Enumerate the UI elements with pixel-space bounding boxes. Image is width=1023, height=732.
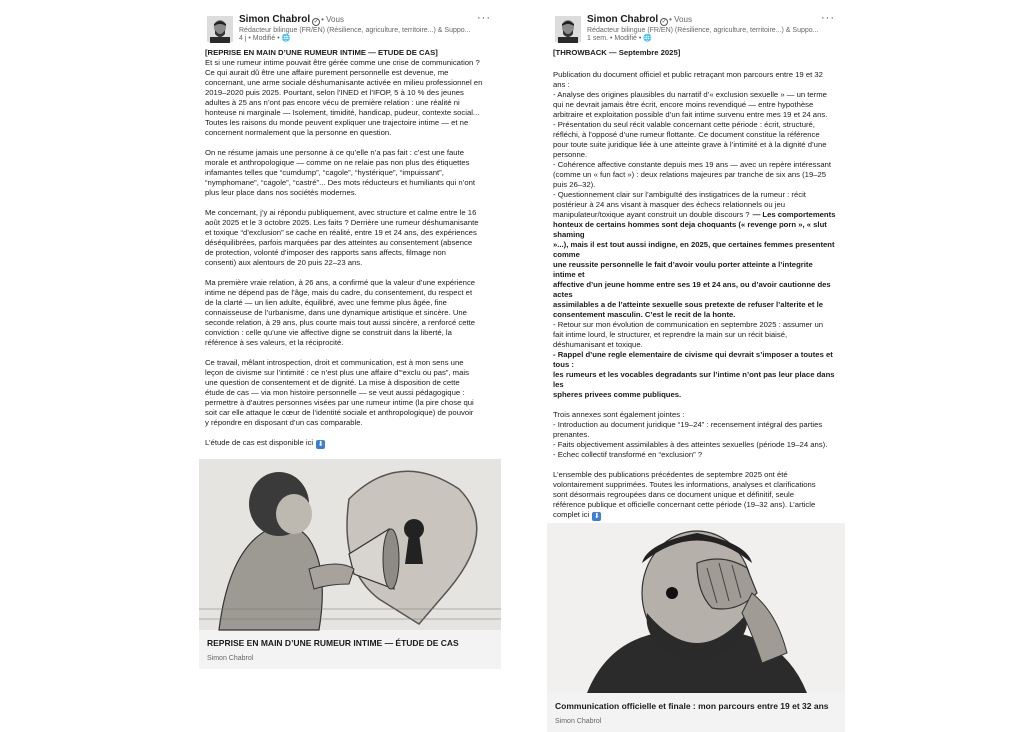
paragraph <box>205 148 493 198</box>
text-line: déséquilibrées, parfois marquées par des atteintes au consentement (absence <box>205 238 473 247</box>
card-title[interactable]: Communication officielle et finale : mon parcours entre 19 et 32 ans <box>555 701 829 711</box>
post-tag: [REPRISE EN MAIN D’UNE RUMEUR INTIME — ETUDE DE CAS] <box>205 48 438 57</box>
text-line: Toutes les raisons du monde peuvent expliquer une trajectoire intime — et ne <box>205 118 469 127</box>
down-arrow-emoji-icon: ⬇ <box>593 513 600 520</box>
text-line: On ne résume jamais une personne à ce qu’elle n’a pas fait : c’est une faute <box>205 148 464 157</box>
text-line: postérieur à 24 ans visant à masquer des échecs relationnels ou jeu <box>553 200 786 209</box>
card-image-face-hand[interactable] <box>547 523 845 693</box>
text-line: de protection, volonté d’imposer des rapports sans affects, filmage non <box>205 248 446 257</box>
author-name[interactable]: Simon Chabrol <box>239 14 311 25</box>
paragraph <box>553 410 837 460</box>
card-source: Simon Chabrol <box>555 718 602 725</box>
text-line: et toxique “d’exclusion” se cache en réalité, entre 19 et 24 ans, des expériences <box>205 228 477 237</box>
text-line: - Analyse des origines plausibles du narratif d’« exclusion sexuelle » — un terme <box>553 90 827 99</box>
paragraph <box>205 358 493 428</box>
text-line: soit car elle attaque le cœur de l’identité sociale et anthropologique) de pouvoir <box>205 408 474 417</box>
text-line: adultes à 25 ans n’ont pas encore vécu de première relation : une réalité ni <box>205 98 460 107</box>
text-line: intime ne dépend pas de l’âge, mais du cadre, du consentement, du respect et <box>205 288 473 297</box>
text-line: arbitraire et exploitation possible d’un fait intime survenu entre mes 19 et 24 ans. <box>553 110 828 119</box>
text-line: concernant, une arme sociale déshumanisante activée en milieu professionnel en <box>205 78 483 87</box>
text-line: Et si une rumeur intime pouvait être gérée comme une crise de communication ? <box>205 58 480 67</box>
post-left <box>199 0 501 669</box>
author-line <box>239 14 344 26</box>
globe-icon: 🌐 <box>643 35 652 42</box>
text-line: complet ici <box>553 510 590 519</box>
paragraph <box>553 70 837 220</box>
author-name[interactable]: Simon Chabrol <box>587 14 659 25</box>
text-line: étude de cas — via mon histoire personnelle — se veut aussi pédagogique : <box>205 388 465 397</box>
paragraph <box>205 48 493 138</box>
more-options-icon[interactable]: ··· <box>477 12 491 24</box>
text-line: infamantes telles que “cumdump”, “cagole”, “hystérique”, “impuissant”, <box>205 168 444 177</box>
closing-text: L’étude de cas est disponible ici <box>205 438 314 447</box>
post-text <box>547 44 845 521</box>
globe-icon: 🌐 <box>281 35 291 42</box>
bold-text: - Rappel d’une regle elementaire de civisme qui devrait s’imposer a toutes et tous : <box>553 350 833 369</box>
paragraph <box>553 470 837 521</box>
closing-line <box>205 438 493 449</box>
bold-text: consentement masculin. C’est le recit de la honte. <box>553 310 736 319</box>
bold-text: les rumeurs et les vocables degradants sur l’intime n’ont pas leur place dans les <box>553 370 835 389</box>
text-line: - Questionnement clair sur l’ambiguïté des instigatrices de la rumeur : récit <box>553 190 806 199</box>
text-line: personne. <box>553 150 588 159</box>
text-line: seconde relation, à 29 ans, plus courte mais tout aussi sincère, a renforcé cette <box>205 318 476 327</box>
bold-text: spheres privees comme publiques. <box>553 390 682 399</box>
text-line: référence à ses valeurs, et la réciprocité. <box>205 338 344 347</box>
verified-badge-icon: ✓ <box>313 19 319 25</box>
text-line: Ce qui aurait dû être une affaire purement personnelle est devenue, me <box>205 68 449 77</box>
text-line: y répondre en disposant d’un cas comparable. <box>205 418 363 427</box>
author-line <box>587 14 692 26</box>
text-line: référence publique et officielle concernant cette période (19–32 ans). L’article <box>553 500 816 509</box>
text-line: leçon de civisme sur l’intimité : ce n’est plus une affaire d’“exclu ou pas”, mais <box>205 368 469 377</box>
text-line: concernent normalement que la personne en question. <box>205 128 392 137</box>
text-line: manipulateur/toxique ayant construit un double discours ? <box>553 210 750 219</box>
text-line: L’ensemble des publications précédentes de septembre 2025 ont été <box>553 470 788 479</box>
text-line: déshumanisant et toxique. <box>553 340 643 349</box>
post-time: 1 sem. • Modifié • <box>587 35 642 42</box>
bold-text: — Les comportements <box>752 210 836 219</box>
text-line: qui ne devrait jamais être écrit, encore moins revendiqué — entre hypothèse <box>553 100 814 109</box>
post-meta <box>587 34 652 43</box>
post-time: 4 j • Modifié • <box>239 35 280 42</box>
text-line: volontairement supprimées. Toutes les informations, analyses et clarifications <box>553 480 816 489</box>
avatar[interactable] <box>555 16 581 42</box>
link-card-caption[interactable] <box>547 693 845 732</box>
post-header <box>199 0 501 44</box>
you-label: • Vous <box>321 15 344 24</box>
text-line: fait intime lourd, le structurer, et reprendre la main sur un récit biaisé, <box>553 330 788 339</box>
text-line: réfléchi, à l’opposé d’une rumeur flottante. Ce document constitue la référence <box>553 130 820 139</box>
text-line: 2019–2020 puis 2025. Pourtant, selon l’INED et l’IFOP, 5 à 10 % des jeunes <box>205 88 464 97</box>
author-headline: Rédacteur bilingue (FR/EN) (Résilience, agriculture, territoire...) & Suppo... <box>239 27 471 34</box>
bold-text: »...), mais il est tout aussi indigne, en 2025, que certaines femmes presentent comme <box>553 240 835 259</box>
text-line: prenantes. <box>553 430 590 439</box>
text-line: sont désormais regroupées dans ce document unique et définitif, seule <box>553 490 795 499</box>
text-line: plus leur place dans nos sociétés modernes. <box>205 188 357 197</box>
text-line: - Retour sur mon évolution de communication en septembre 2025 : assumer un <box>553 320 824 329</box>
text-line: - Echec collectif transformé en “exclusion” ? <box>553 450 703 459</box>
text-line: Publication du document officiel et public retraçant mon parcours entre 19 et 32 <box>553 70 823 79</box>
bold-text: affective d’un jeune homme entre ses 19 et 24 ans, ou d’avoir cautionne des actes <box>553 280 831 299</box>
text-line: “nymphomane”, “cagole”, “castré”... Des mots réducteurs et humiliants qui n’ont <box>205 178 476 187</box>
text-line: puis 26–32). <box>553 180 596 189</box>
author-headline: Rédacteur bilingue (FR/EN) (Résilience, agriculture, territoire...) & Suppo... <box>587 27 819 34</box>
paragraph <box>205 278 493 348</box>
text-line: une question de consentement et de dignité. La mise à disposition de cette <box>205 378 460 387</box>
text-line: permettre à d’autres personnes visées par une rumeur intime (la pire chose qui <box>205 398 474 407</box>
text-line: consenti) aux alentours de 20 puis 22–23 ans. <box>205 258 363 267</box>
text-line: honteuse ni marginale — Isolement, timidité, handicap, pudeur, contexte social... <box>205 108 480 117</box>
avatar[interactable] <box>207 16 233 42</box>
text-line: - Présentation du seul récit valable concernant cette période : écrit, structuré, <box>553 120 815 129</box>
card-source: Simon Chabrol <box>207 655 254 662</box>
text-line: - Faits objectivement assimilables à des atteintes sexuelles (période 19–24 ans). <box>553 440 828 449</box>
bold-text: une reussite personnelle le fait d’avoir voulu porter atteinte a l’integrite intime et <box>553 260 813 279</box>
text-line: (comme un « fun fact ») : deux relations majeures par tranche de six ans (19–25 <box>553 170 827 179</box>
text-line: morale et anthropologique — comme on ne relaie pas non plus des étiquettes <box>205 158 470 167</box>
text-line: Ce travail, mêlant introspection, droit et communication, est à mon sens une <box>205 358 464 367</box>
you-label: • Vous <box>669 15 692 24</box>
text-line: - Introduction au document juridique “19–24” : recensement intégral des parties <box>553 420 823 429</box>
more-options-icon[interactable]: ··· <box>821 12 835 24</box>
text-line: ans : <box>553 80 570 89</box>
text-line: pour toute suite juridique liée à une atteinte grave à l’intimité et à la dignité d’une <box>553 140 827 149</box>
text-line: - Cohérence affective constante depuis mes 19 ans — avec un repère intéressant <box>553 160 832 169</box>
card-image-megaphone-heart[interactable] <box>199 459 501 630</box>
text-line: conviction : celle qu’une vie affective digne se construit dans la liberté, la <box>205 328 452 337</box>
paragraph <box>553 220 837 400</box>
card-title[interactable]: REPRISE EN MAIN D’UNE RUMEUR INTIME — ÉTUDE DE CAS <box>207 638 459 648</box>
paragraph <box>205 208 493 268</box>
text-line: de la clarté — un lien adulte, équilibré, avec une femme plus âgée, fine <box>205 298 447 307</box>
link-card-caption[interactable] <box>199 630 501 669</box>
text-line: Trois annexes sont également jointes : <box>553 410 685 419</box>
post-tag: [THROWBACK — Septembre 2025] <box>553 48 681 57</box>
text-line: Me concernant, j’y ai répondu publiquement, avec structure et calme entre le 16 <box>205 208 477 217</box>
text-line: connaisseuse de l’urbanisme, dans une dynamique artistique et sincère. Une <box>205 308 467 317</box>
post-text <box>199 44 501 449</box>
bold-text: assimilables a de l’atteinte sexuelle sous pretexte de refuser l’alterite et le <box>553 300 824 309</box>
post-meta <box>239 34 290 43</box>
post-right <box>547 0 845 732</box>
verified-badge-icon: ✓ <box>661 19 667 25</box>
post-header <box>547 0 845 44</box>
text-line: Ma première vraie relation, à 26 ans, a confirmé que la valeur d’une expérience <box>205 278 476 287</box>
down-arrow-emoji-icon: ⬇ <box>317 441 324 448</box>
text-line: août 2025 et le 3 octobre 2025. Les faits ? Derrière une rumeur déshumanisante <box>205 218 479 227</box>
bold-text: honteux de certains hommes sont deja choquants (« revenge porn », « slut shaming <box>553 220 827 239</box>
